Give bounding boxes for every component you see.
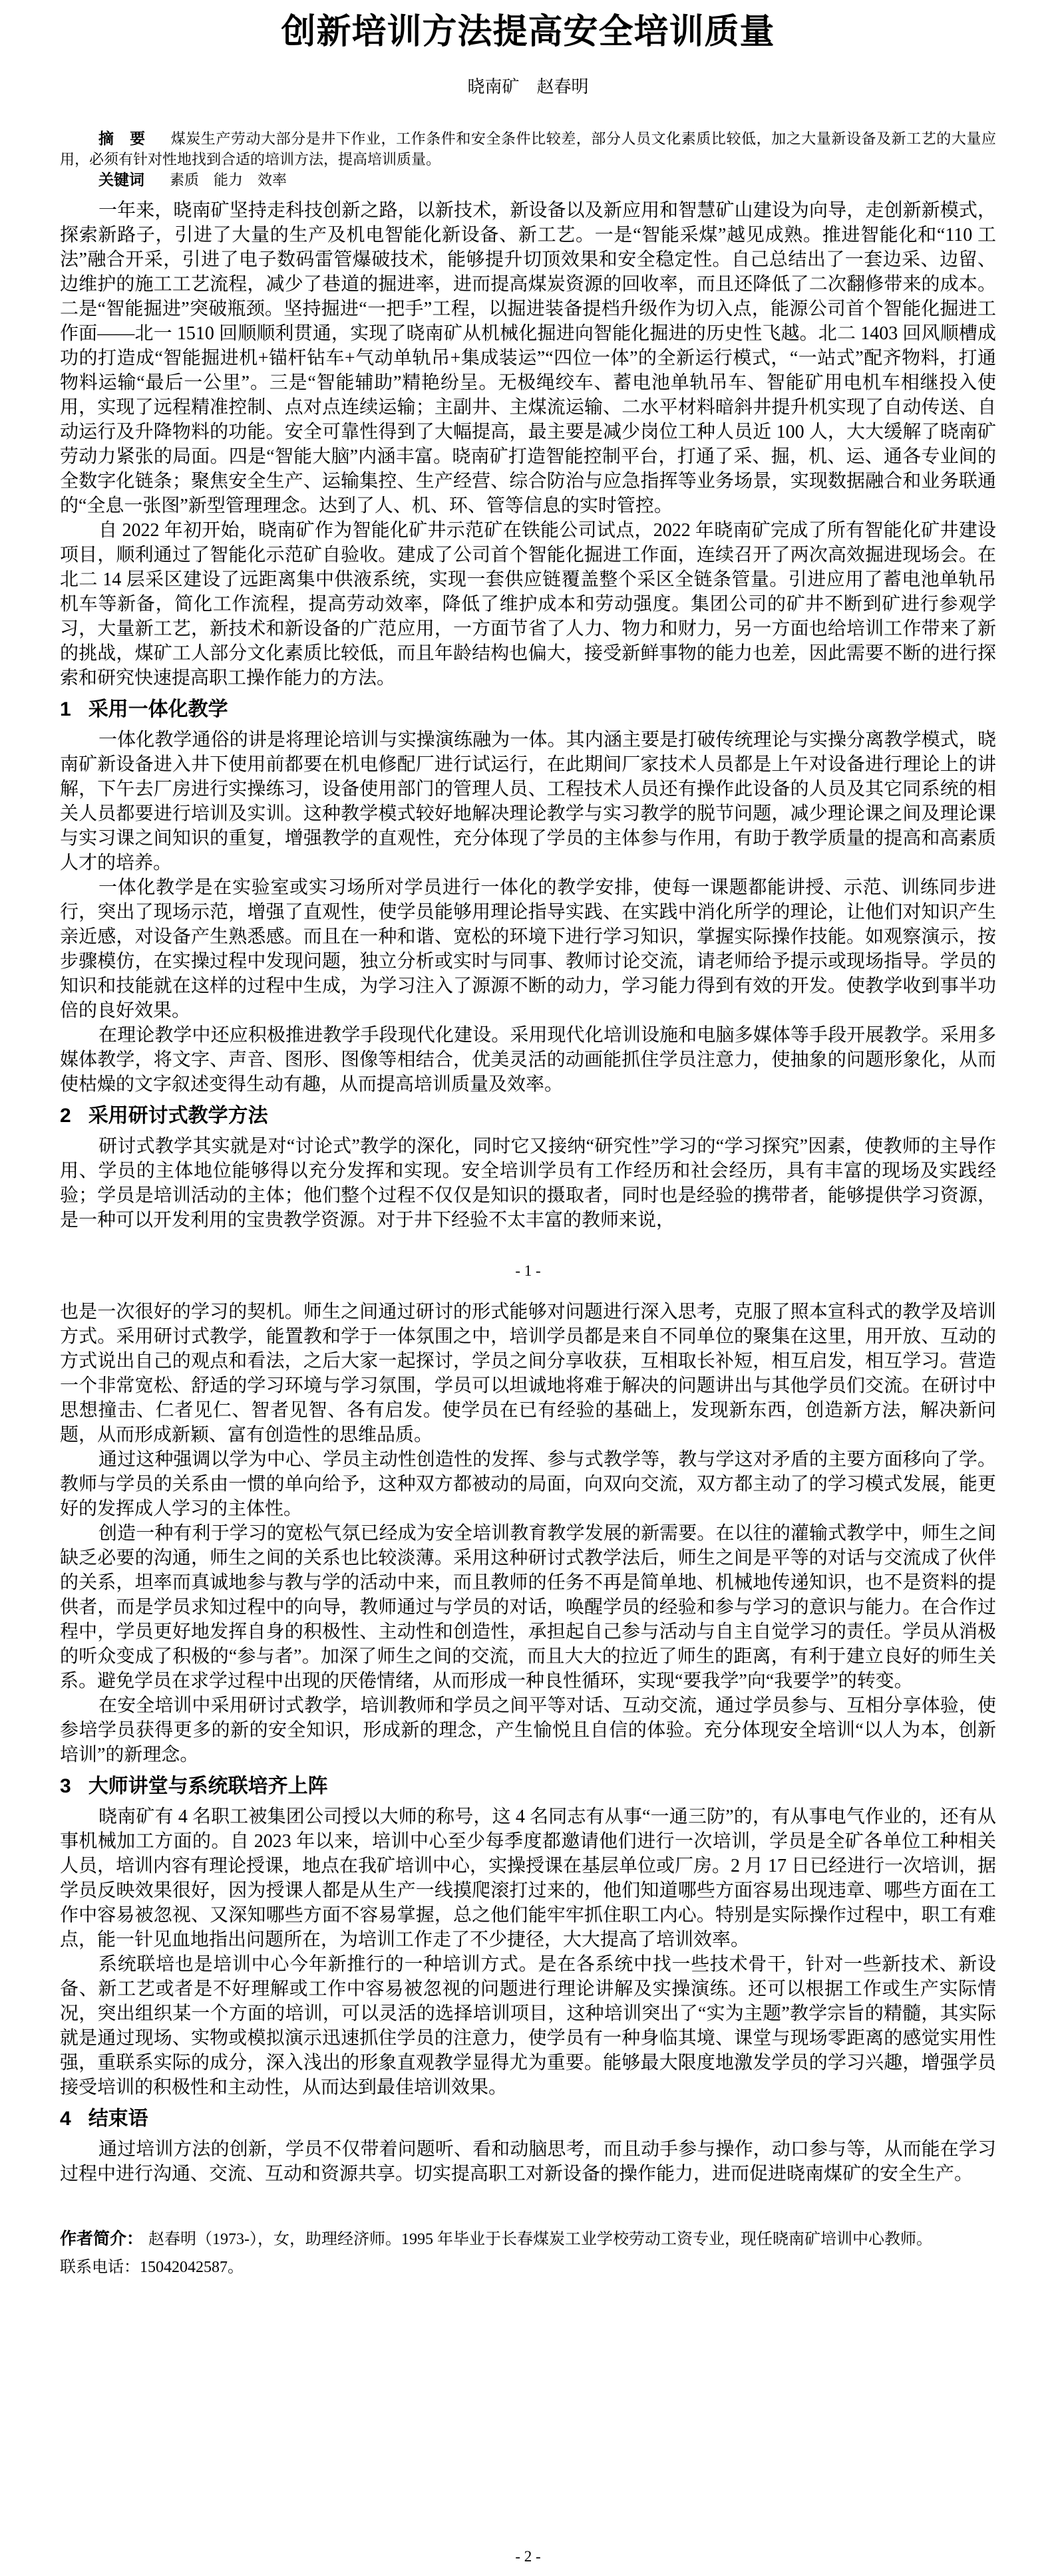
author-bio [60,2225,996,2281]
keywords-label: 关键词 [98,171,144,188]
page-1-number: - 1 - [515,1262,541,1279]
section-2-paragraph-2: 通过这种强调以学为中心、学员主动性创造性的发挥、参与式教学等，教与学这对矛盾的主要方面移向了学。教师与学员的关系由一惯的单向给予，这种双方都被动的局面，向双向交流，双方都主动了的学习模式发展，能更好的发挥成人学习的主体性。 [60,1449,996,1519]
author-line: 晓南矿 赵春明 [467,77,589,96]
author-bio-line [60,2225,996,2253]
section-3-heading [60,1774,996,1799]
section-4-title: 结束语 [88,2108,148,2130]
intro-paragraph-2: 自 2022 年初开始，晓南矿作为智能化矿井示范矿在铁能公司试点，2022 年晓南矿完成了所有智能化矿井建设项目，顺利通过了智能化示范矿自验收。建成了公司首个智能化掘进工作面，连续召开了两次高效掘进现场会。在北二 14 层采区建设了远距离集中供液系统，实现一套供应链覆盖整个采区全链条管量。引进应用了蓄电池单轨吊机车等新备，简化工作流程，提高劳动效率，降低了维护成本和劳动强度。集团公司的矿井不断到矿进行参观学习，大量新工艺，新技术和新设备的广范应用，一方面节省了人力、物力和财力，另一方面也给培训工作带来了新的挑战，煤矿工人部分文化素质比较低，而且年龄结构也偏大，接受新鲜事物的能力也差，因此需要不断的进行探索和研究快速提高职工操作能力的方法。 [60,520,996,688]
section-3-paragraph-1: 晓南矿有 4 名职工被集团公司授以大师的称号，这 4 名同志有从事“一通三防”的，有从事电气作业的，还有从事机械加工方面的。自 2023 年以来，培训中心至少每季度都邀请他们进行一次培训，学员是全矿各单位工种相关人员，培训内容有理论授课，地点在我矿培训中心，实操授课在基层单位或厂房。2 月 17 日已经进行一次培训，据学员反映效果很好，因为授课人都是从生产一线摸爬滚打过来的，他们知道哪些方面容易出现违章、哪些方面在工作中容易被忽视、又深知哪些方面不容易掌握，总之他们能牢牢抓住职工内心。特别是实际操作过程中，职工有难点，能一针见血地指出问题所在，为培训工作走了不少捷径，大大提高了培训效率。 [60,1806,997,1950]
section-4-number: 4 [60,2108,71,2130]
page-2-number: - 2 - [515,2548,541,2565]
abstract-paragraph [60,128,996,170]
section-2-title: 采用研讨式教学方法 [88,1105,268,1127]
section-1-title: 采用一体化教学 [88,698,228,720]
section-1-heading [60,697,996,722]
abstract-text: 煤炭生产劳动大部分是井下作业，工作条件和安全条件比较差，部分人员文化素质比较低，加之大量新设备及新工艺的大量应用，必须有针对性地找到合适的培训方法，提高培训质量。 [60,130,996,168]
author-bio-phone: 联系电话：15042042587。 [60,2259,244,2276]
intro-paragraph-1: 一年来，晓南矿坚持走科技创新之路，以新技术，新设备以及新应用和智慧矿山建设为向导，走创新新模式，探索新路子，引进了大量的生产及机电智能化新设备、新工艺。一是“智能采煤”越见成熟。推进智能化和“110 工法”融合开采，引进了电子数码雷管爆破技术，能够提升切顶效果和安全稳定性。自己总结出了一套边采、边留、边维护的施工工艺流程，减少了巷道的掘进率，进而提高煤炭资源的回收率，而且还降低了二次翻修带来的成本。二是“智能掘进”突破瓶颈。坚持掘进“一把手”工程，以掘进装备提档升级作为切入点，能源公司首个智能化掘进工作面——北一 1510 回顺顺利贯通，实现了晓南矿从机械化掘进向智能化掘进的历史性飞越。北二 1403 回风顺槽成功的打造成“智能掘进机+锚杆钻车+气动单轨吊+集成装运”“四位一体”的全新运行模式，“一站式”配齐物料，打通物料运输“最后一公里”。三是“智能辅助”精艳纷呈。无极绳绞车、蓄电池单轨吊车、智能矿用电机车相继投入使用，实现了远程精准控制、点对点连续运输；主副井、主煤流运输、二水平材料暗斜井提升机实现了自动传送、自动运行及升降物料的功能。安全可靠性得到了大幅提高，最主要是减少岗位工种人员近 100 人，大大缓解了晓南矿劳动力紧张的局面。四是“智能大脑”内涵丰富。晓南矿打造智能控制平台，打通了采、掘，机、运、通各专业间的全数字化链条；聚焦安全生产、运输集控、生产经营、综合防治与应急指挥等业务场景，实现数据融合和业务联通的“全息一张图”新型管理理念。达到了人、机、环、管等信息的实时管控。 [60,200,996,516]
section-2-paragraph-4: 在安全培训中采用研讨式教学，培训教师和学员之间平等对话、互动交流，通过学员参与、互相分享体验，使参培学员获得更多的新的安全知识，形成新的理念，产生愉悦且自信的体验。充分体现安全培训“以人为本，创新培训”的新理念。 [60,1695,996,1765]
page-title: 创新培训方法提高安全培训质量 [281,13,775,51]
section-2-number: 2 [60,1105,71,1127]
section-2-paragraph-1-part-1: 研讨式教学其实就是对“讨论式”教学的深化，同时它又接纳“研究性”学习的“学习探究”因素，使教师的主导作用、学员的主体地位能够得以充分发挥和实现。安全培训学员有工作经历和社会经历，具有丰富的现场及实践经验；学员是培训活动的主体；他们整个过程不仅仅是知识的摄取者，同时也是经验的携带者，能够提供学习资源，是一种可以开发利用的宝贵教学资源。对于井下经验不太丰富的教师来说， [60,1136,996,1230]
section-3-paragraph-2: 系统联培也是培训中心今年新推行的一种培训方式。是在各系统中找一些技术骨干，针对一些新技术、新设备、新工艺或者是不好理解或工作中容易被忽视的问题进行理论讲解及实操演练。还可以根据工作或生产实际情况，突出组织某一个方面的培训，可以灵活的选择培训项目，这种培训突出了“实为主题”教学宗旨的精髓，其实际就是通过现场、实物或模拟演示迅速抓住学员的注意力，使学员有一种身临其境、课堂与现场零距离的感觉实用性强，重联系实际的成分，深入浅出的形象直观教学显得尤为重要。能够最大限度地激发学员的学习兴趣，增强学员接受培训的积极性和主动性，从而达到最佳培训效果。 [60,1954,996,2098]
author-bio-text: 赵春明（1973-），女，助理经济师。1995 年毕业于长春煤炭工业学校劳动工资专业，现任晓南矿培训中心教师。 [148,2231,933,2248]
abstract-label: 摘 要 [98,130,146,147]
section-2-paragraph-1-part-2: 也是一次很好的学习的契机。师生之间通过研讨的形式能够对问题进行深入思考，克服了照本宣科式的教学及培训方式。采用研讨式教学，能置教和学于一体氛围之中，培训学员都是来自不同单位的聚集在这里，用开放、互动的方式说出自己的观点和看法，之后大家一起探讨，学员之间分享收获，互相取长补短，相互启发，相互学习。营造一个非常宽松、舒适的学习环境与学习氛围，学员可以坦诚地将难于解决的问题讲出与其他学员们交流。在研讨中思想撞击、仁者见仁、智者见智、各有启发。使学员在已有经验的基础上，发现新东西，创造新方法，解决新问题，从而形成新颖、富有创造性的思维品质。 [60,1302,996,1445]
section-1-paragraph-1: 一体化教学通俗的讲是将理论培训与实操演练融为一体。其内涵主要是打破传统理论与实操分离教学模式，晓南矿新设备进入井下使用前都要在机电修配厂进行试运行，在此期间厂家技术人员都是上午对设备进行理论上的讲解，下午去厂房进行实操练习，设备使用部门的管理人员、工程技术人员还有操作此设备的人员及其它同系统的相关人员都要进行培训及实训。这种教学模式较好地解决理论教学与实习教学的脱节问题，减少理论课之间及理论课与实习课之间知识的重复，增强教学的直观性，充分体现了学员的主体参与作用，有助于教学质量的提高和高素质人才的培养。 [60,730,996,873]
section-1-number: 1 [60,698,71,720]
section-3-title: 大师讲堂与系统联培齐上阵 [88,1775,328,1797]
author-bio-label: 作者简介： [60,2229,144,2248]
section-3-number: 3 [60,1775,71,1797]
section-1-paragraph-3: 在理论教学中还应积极推进教学手段现代化建设。采用现代化培训设施和电脑多媒体等手段开展教学。采用多媒体教学，将文字、声音、图形、图像等相结合，优美灵活的动画能抓住学员注意力，使抽象的问题形象化，从而使枯燥的文字叙述变得生动有趣，从而提高培训质量及效率。 [60,1025,996,1095]
section-4-heading [60,2106,996,2132]
page-2 [0,1290,1056,2576]
section-2-paragraph-3: 创造一种有利于学习的宽松气氛已经成为安全培训教育教学发展的新需要。在以往的灌输式教学中，师生之间缺乏必要的沟通，师生之间的关系也比较淡薄。采用这种研讨式教学法后，师生之间是平等的对话与交流成了伙伴的关系，坦率而真诚地参与教与学的活动中来，而且教师的任务不再是简单地、机械地传递知识，也不是资料的提供者，而是学员求知过程中的向导，教师通过与学员的对话，唤醒学员的经验和参与学习的意识与能力。在合作过程中，学员更好地发挥自身的积极性、主动性和创造性，承担起自己参与活动与自主自觉学习的责任。学员从消极的听众变成了积极的“参与者”。加深了师生之间的交流，而且大大的拉近了师生的距离，有利于建立良好的师生关系。避免学员在求学过程中出现的厌倦情绪，从而形成一种良性循环，实现“要我学”向“我要学”的转变。 [60,1523,996,1691]
keywords-text: 素质 能力 效率 [170,172,287,188]
section-1-paragraph-2: 一体化教学是在实验室或实习场所对学员进行一体化的教学安排，使每一课题都能讲授、示范、训练同步进行，突出了现场示范，增强了直观性，使学员能够用理论指导实践、在实践中消化所学的理论，让他们对知识产生亲近感，对设备产生熟悉感。而且在一种和谐、宽松的环境下进行学习知识，掌握实际操作技能。如观察演示，按步骤模仿，在实操过程中发现问题，独立分析或实时与同事、教师讨论交流，请老师给予提示或现场指导。学员的知识和技能就在这样的过程中生成，为学习注入了源源不断的动力，学习能力得到有效的开发。使教学收到事半功倍的良好效果。 [60,877,996,1021]
keywords-paragraph [60,170,996,190]
section-2-heading [60,1103,996,1129]
section-4-paragraph-1: 通过培训方法的创新，学员不仅带着问题听、看和动脑思考，而且动手参与操作，动口参与等，从而能在学习过程中进行沟通、交流、互动和资源共享。切实提高职工对新设备的操作能力，进而促进晓南煤矿的安全生产。 [60,2139,996,2184]
